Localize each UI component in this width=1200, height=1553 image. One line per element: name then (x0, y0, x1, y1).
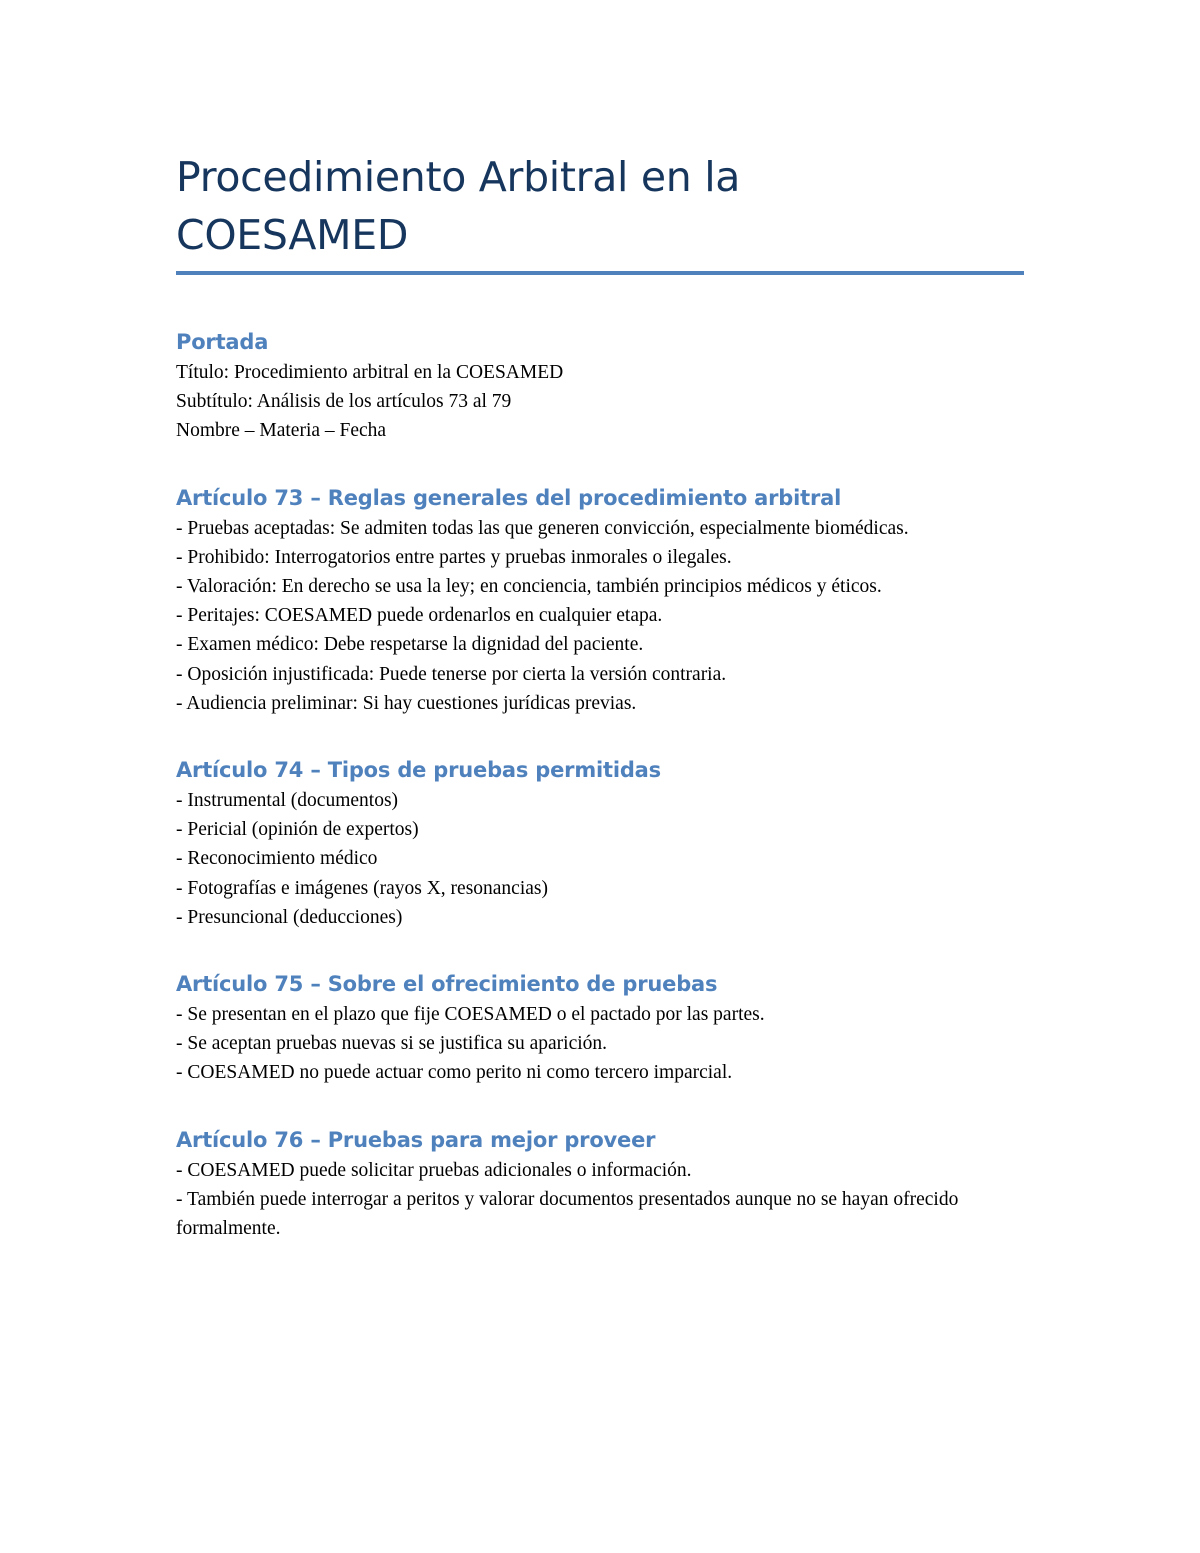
section-heading: Portada (176, 330, 269, 354)
section-line: - COESAMED no puede actuar como perito ni como tercero imparcial. (176, 1062, 733, 1084)
section-line: Subtítulo: Análisis de los artículos 73 al 79 (176, 391, 512, 413)
section-line: - Examen médico: Debe respetarse la dignidad del paciente. (176, 634, 644, 656)
section-articulo-73 (176, 482, 1024, 718)
section-heading: Artículo 73 – Reglas generales del procedimiento arbitral (176, 485, 842, 510)
section-line: - Se aceptan pruebas nuevas si se justifica su aparición. (176, 1033, 608, 1055)
section-articulo-76 (176, 1124, 1024, 1244)
section-heading: Artículo 76 – Pruebas para mejor proveer (176, 1127, 656, 1152)
section-line: - Presuncional (deducciones) (176, 906, 403, 928)
title-line-2: COESAMED (176, 211, 409, 259)
section-line: - Pruebas aceptadas: Se admiten todas las que generen convicción, especialmente biomédicas. (176, 517, 909, 539)
section-line: - Prohibido: Interrogatorios entre partes y pruebas inmorales o ilegales. (176, 546, 732, 568)
section-line: - Valoración: En derecho se usa la ley; en conciencia, también principios médicos y éticos. (176, 576, 882, 598)
section-line: - Pericial (opinión de expertos) (176, 819, 419, 841)
section-line: - Se presentan en el plazo que fije COESAMED o el pactado por las partes. (176, 1004, 765, 1026)
document-title (176, 148, 1024, 264)
section-line: - Instrumental (documentos) (176, 790, 399, 812)
section-line: - Reconocimiento médico (176, 848, 378, 870)
section-line: - COESAMED puede solicitar pruebas adicionales o información. (176, 1159, 692, 1181)
section-line: - Oposición injustificada: Puede tenerse por cierta la versión contraria. (176, 663, 727, 685)
document-body (176, 326, 1024, 1243)
section-line: - También puede interrogar a peritos y valorar documentos presentados aunque no se hayan ofrecido formalmente. (176, 1188, 959, 1240)
section-articulo-74 (176, 754, 1024, 932)
section-articulo-75 (176, 968, 1024, 1088)
section-line: - Peritajes: COESAMED puede ordenarlos en cualquier etapa. (176, 605, 663, 627)
section-line: - Audiencia preliminar: Si hay cuestiones jurídicas previas. (176, 692, 637, 714)
section-line: - Fotografías e imágenes (rayos X, resonancias) (176, 877, 548, 899)
section-line: Nombre – Materia – Fecha (176, 420, 387, 442)
title-underline (176, 271, 1024, 275)
title-line-1: Procedimiento Arbitral en la (176, 153, 741, 201)
section-portada (176, 326, 1024, 446)
section-line: Título: Procedimiento arbitral en la COESAMED (176, 362, 564, 383)
section-heading: Artículo 74 – Tipos de pruebas permitidas (176, 758, 661, 783)
section-heading: Artículo 75 – Sobre el ofrecimiento de pruebas (176, 972, 718, 997)
